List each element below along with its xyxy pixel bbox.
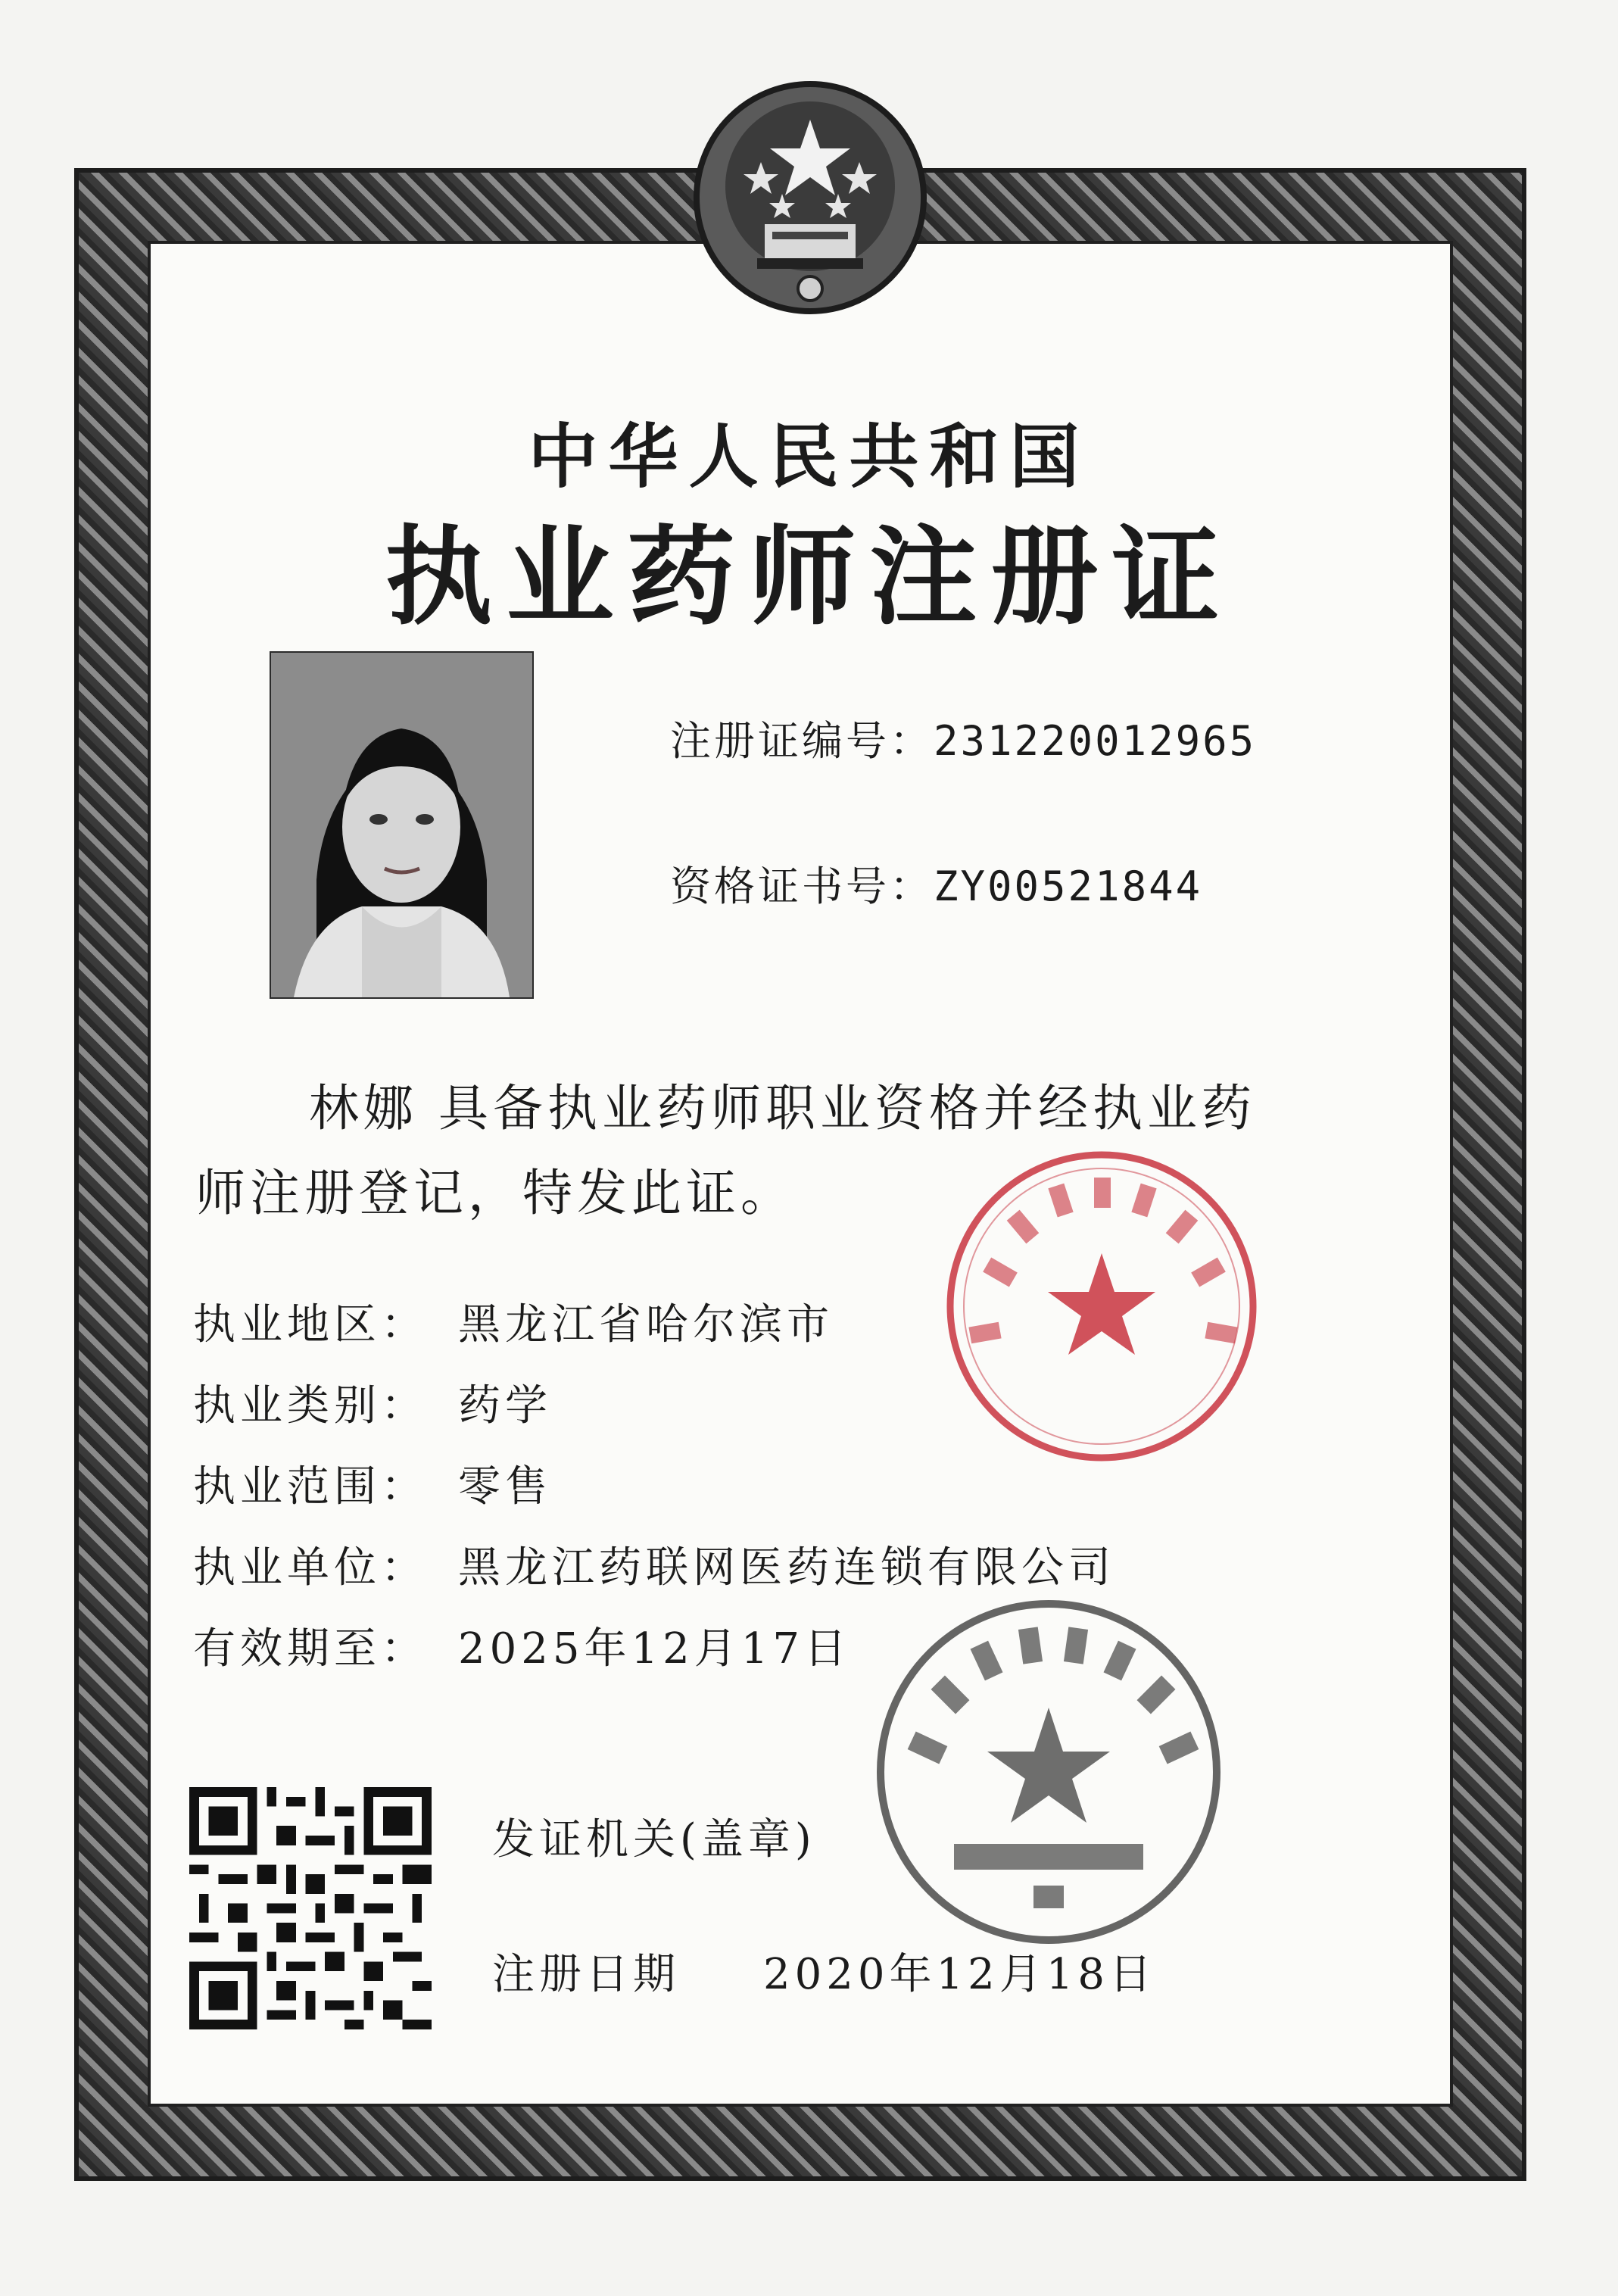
- detail-label: 执业范围：: [193, 1462, 428, 1511]
- statement-text-1: 具备执业药师职业资格并经执业药: [438, 1079, 1256, 1137]
- issuing-authority-label: 发证机关(盖章): [492, 1815, 816, 1864]
- registration-number: [670, 709, 1256, 767]
- certificate-title: 执业药师注册证: [385, 514, 1233, 640]
- registration-date-label: 注册日期: [492, 1950, 680, 1999]
- company-seal-stamp: [939, 1143, 1264, 1469]
- detail-label: 执业单位：: [193, 1543, 428, 1593]
- detail-value: 药学: [458, 1381, 552, 1430]
- qualification-number-label: 资格证书号：: [670, 863, 934, 910]
- detail-value: 2025年12月17日: [458, 1624, 852, 1674]
- qualification-number-value: ZY00521844: [934, 863, 1203, 910]
- national-emblem-icon: [685, 73, 935, 323]
- registration-number-label: 注册证编号：: [670, 717, 934, 765]
- detail-label: 执业类别：: [193, 1381, 428, 1430]
- registration-date: [492, 1941, 1156, 2001]
- detail-row-region: [193, 1291, 834, 1352]
- qualification-number: [670, 854, 1202, 912]
- official-seal-stamp: [871, 1594, 1227, 1950]
- country-title: 中华人民共和国: [528, 416, 1090, 498]
- portrait-silhouette-icon: [271, 653, 532, 997]
- detail-label: 有效期至：: [193, 1624, 428, 1674]
- detail-row-scope: [193, 1453, 552, 1514]
- detail-row-employer: [193, 1534, 1115, 1595]
- detail-value: 黑龙江省哈尔滨市: [458, 1300, 834, 1349]
- detail-value: 黑龙江药联网医药连锁有限公司: [458, 1543, 1115, 1593]
- detail-row-category: [193, 1372, 552, 1433]
- detail-label: 执业地区：: [193, 1300, 428, 1349]
- holder-photo: [270, 651, 534, 999]
- qr-code-icon: [189, 1787, 432, 2029]
- statement-line-2: 师注册登记，特发此证。: [195, 1164, 795, 1222]
- detail-value: 零售: [458, 1462, 552, 1511]
- statement-line-1: [195, 1066, 1445, 1151]
- detail-row-valid-until: [193, 1615, 851, 1676]
- holder-name: 林娜: [309, 1079, 418, 1137]
- registration-number-value: 231220012965: [934, 717, 1257, 765]
- registration-date-value: 2020年12月18日: [763, 1950, 1157, 1999]
